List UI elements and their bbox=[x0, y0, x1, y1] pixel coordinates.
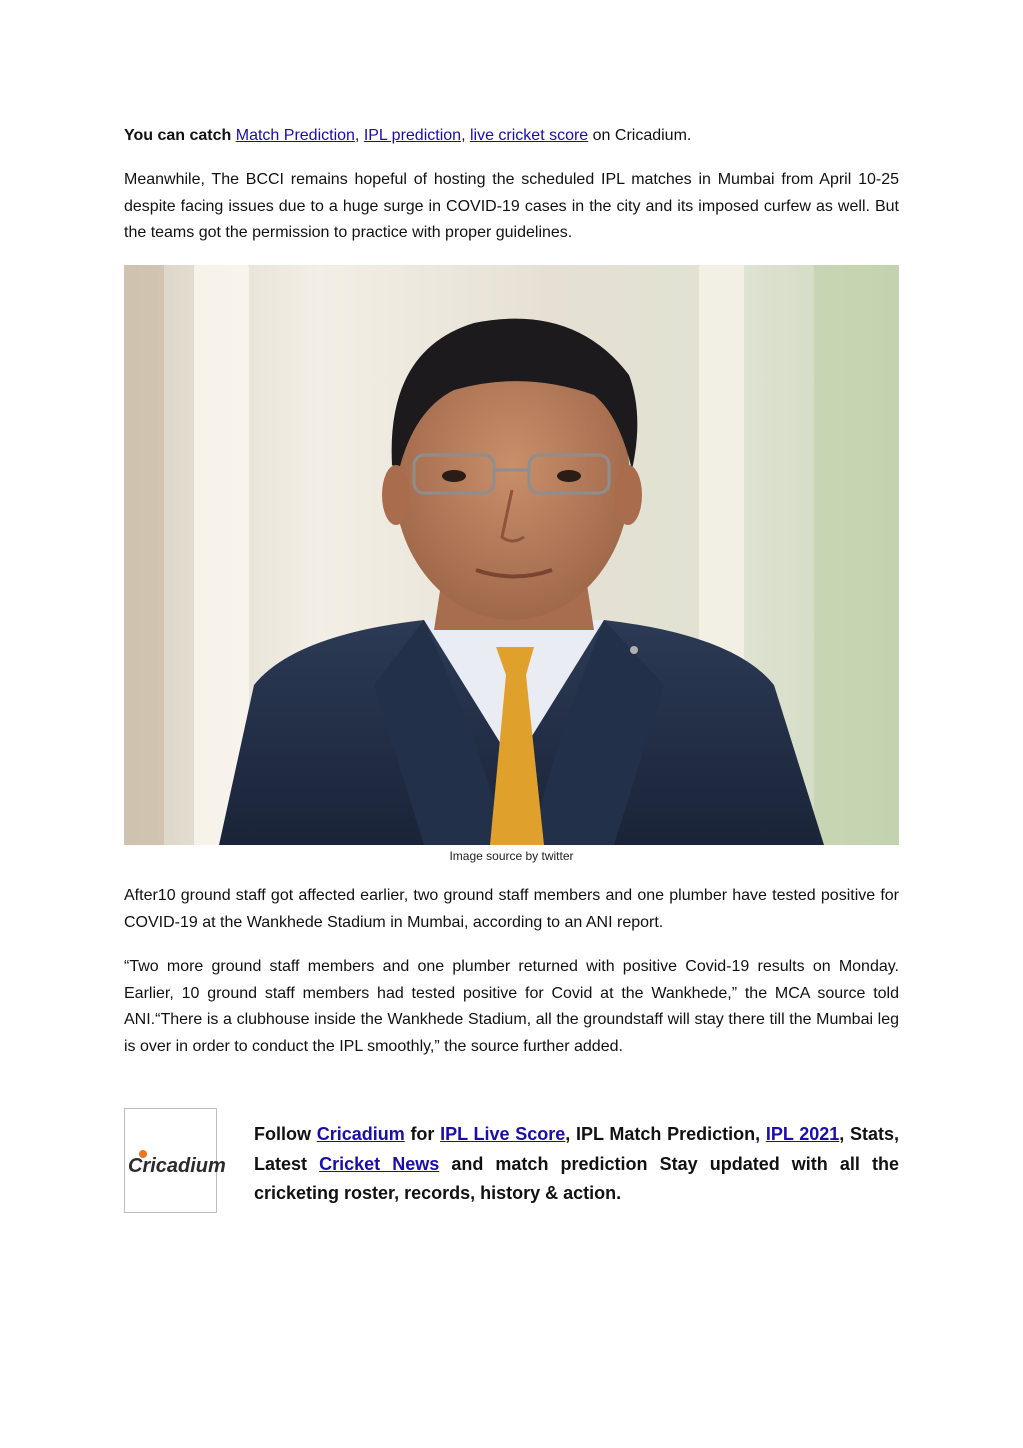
follow-text: , Stats, Latest bbox=[254, 1124, 899, 1174]
photo-caption: Image source by twitter bbox=[449, 849, 574, 863]
cricadium-link[interactable]: Cricadium bbox=[316, 1124, 405, 1144]
intro-tail: on Cricadium. bbox=[588, 127, 692, 144]
ipl-live-score-link[interactable]: IPL Live Score bbox=[440, 1124, 566, 1144]
ipl-prediction-link[interactable]: IPL prediction bbox=[363, 127, 462, 144]
intro-paragraph bbox=[124, 123, 899, 150]
match-prediction-link[interactable]: Match Prediction bbox=[235, 127, 355, 144]
live-cricket-score-link[interactable]: live cricket score bbox=[469, 127, 589, 144]
svg-text:Cricadium: Cricadium bbox=[128, 1155, 226, 1177]
ipl-2021-link[interactable]: IPL 2021 bbox=[765, 1124, 840, 1144]
follow-text: , IPL Match Prediction, bbox=[565, 1124, 766, 1144]
intro-separator: , bbox=[354, 127, 364, 144]
follow-text: and match prediction Stay updated with all the cricketing roster, records, history & action. bbox=[254, 1153, 899, 1203]
cricket-news-link[interactable]: Cricket News bbox=[319, 1153, 440, 1174]
article-photo bbox=[124, 265, 899, 845]
follow-paragraph bbox=[254, 1120, 899, 1209]
meanwhile-paragraph: Meanwhile, The BCCI remains hopeful of hosting the scheduled IPL matches in Mumbai from April 10-25 despite facing issues due to a huge surge in COVID-19 cases in the city and its imposed curfew as well. But the teams got the permission to practice with proper guidelines. bbox=[124, 171, 899, 241]
intro-separator: , bbox=[461, 127, 470, 144]
follow-text: Follow bbox=[254, 1124, 317, 1144]
follow-text: for bbox=[404, 1124, 441, 1144]
after-paragraph: After10 ground staff got affected earlier, two ground staff members and one plumber have tested positive for COVID-19 at the Wankhede Stadium in Mumbai, according to an ANI report. bbox=[124, 887, 899, 931]
document-page bbox=[124, 0, 899, 1448]
cricadium-logo[interactable] bbox=[124, 1108, 226, 1213]
intro-lead: You can catch bbox=[124, 127, 232, 144]
quote-paragraph: “Two more ground staff members and one plumber returned with positive Covid-19 results on Monday. Earlier, 10 ground staff members had tested positive for Covid at the Wankhede,” the MCA source told ANI.“There is a clubhouse inside the Wankhede Stadium, all the groundstaff will stay there till the Mumbai leg is over in order to conduct the IPL smoothly,” the source further added. bbox=[124, 958, 899, 1055]
